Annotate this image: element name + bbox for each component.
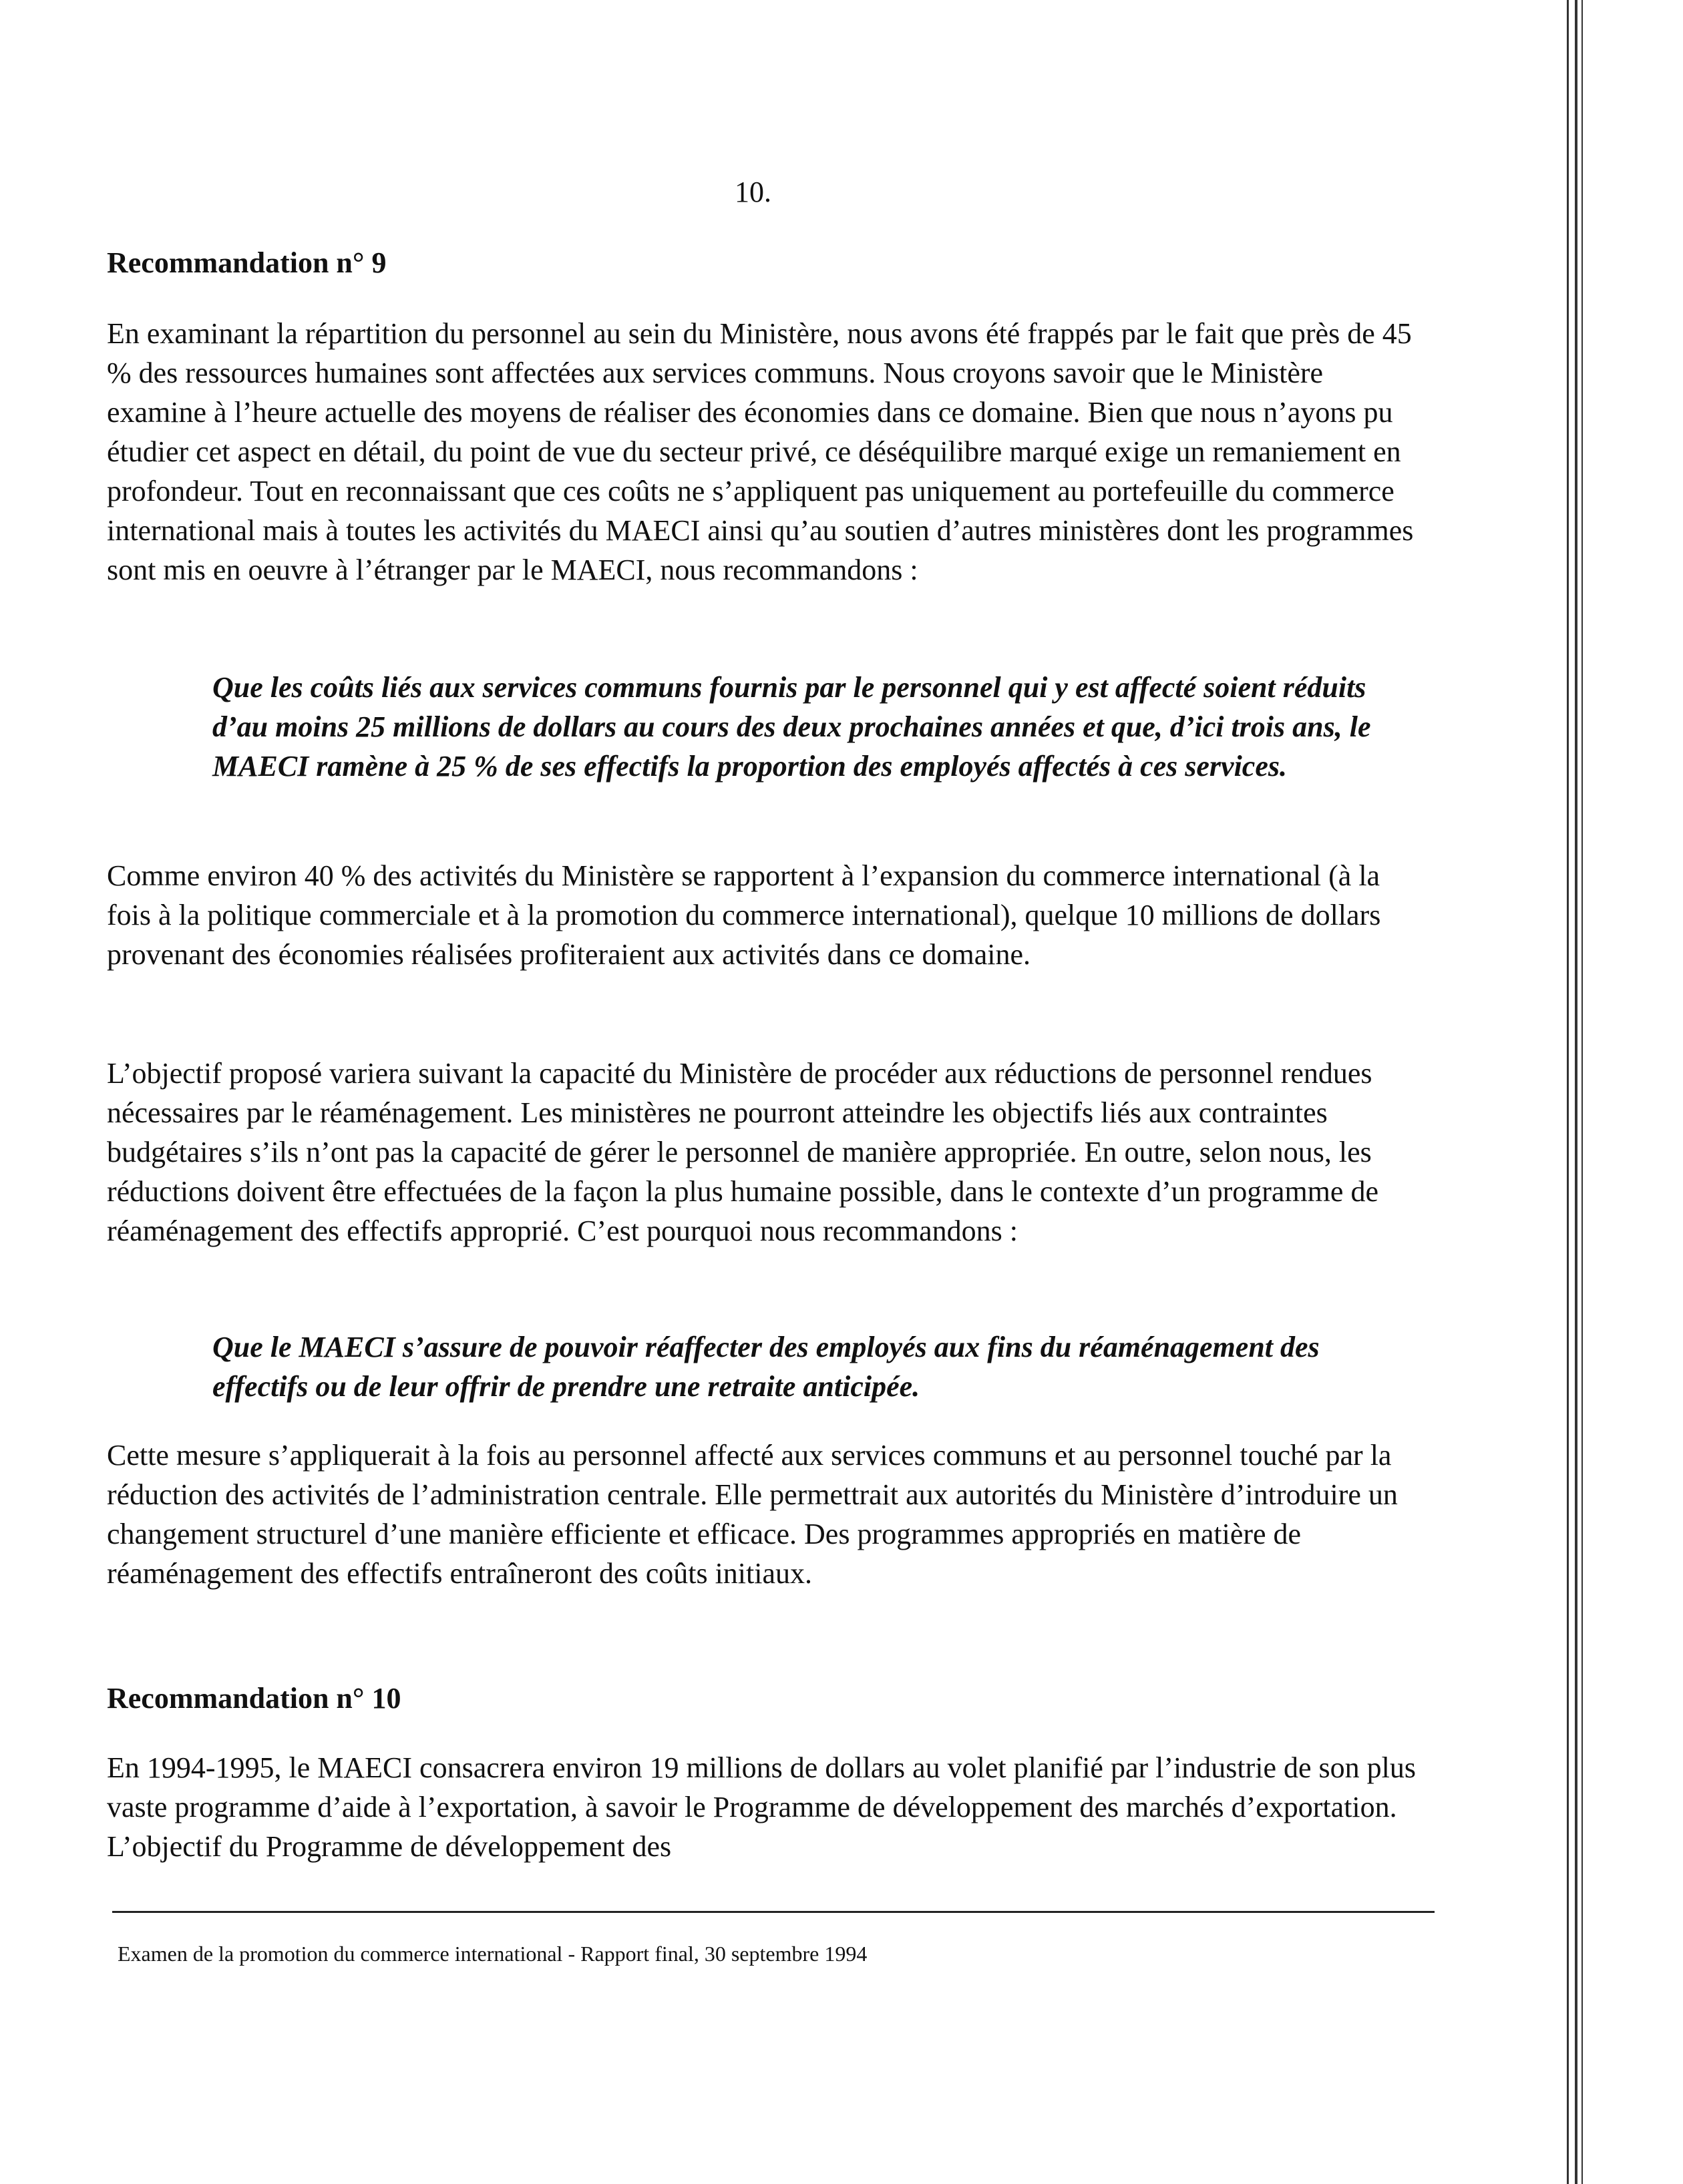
section-heading-recommendation-10: Recommandation n° 10	[107, 1682, 401, 1715]
footer-divider	[112, 1911, 1435, 1913]
paragraph: En 1994-1995, le MAECI consacrera environ 19 millions de dollars au volet planifié par l’industrie de son plus vaste programme d’aide à l’exportation, à savoir le Programme de développement des marchés d’exportation. L’objectif du Programme de développement des	[107, 1751, 1416, 1863]
recommendation-text: Que le MAECI s’assure de pouvoir réaffecter des employés aux fins du réaménagement des effectifs ou de leur offrir de prendre une retraite anticipée.	[212, 1331, 1320, 1403]
section-heading-recommendation-9: Recommandation n° 9	[107, 246, 387, 279]
page-number: 10.	[735, 176, 771, 208]
paragraph: Cette mesure s’appliquerait à la fois au personnel affecté aux services communs et au personnel touché par la réduction des activités de l’administration centrale. Elle permettrait aux autorités du Ministère d’introduire un changement structurel d’une manière efficiente et efficace. Des programmes appropriés en matière de réaménagement des effectifs entraîneront des coûts initiaux.	[107, 1439, 1398, 1590]
paragraph: En examinant la répartition du personnel au sein du Ministère, nous avons été frappés par le fait que près de 45 % des ressources humaines sont affectées aux services communs. Nous croyons savoir que le Ministère examine à l’heure actuelle des moyens de réaliser des économies dans ce domaine. Bien que nous n’ayons pu étudier cet aspect en détail, du point de vue du secteur privé, ce déséquilibre marqué exige un remaniement en profondeur. Tout en reconnaissant que ces coûts ne s’appliquent pas uniquement au portefeuille du commerce international mais à toutes les activités du MAECI ainsi qu’au soutien d’autres ministères dont les programmes sont mis en oeuvre à l’étranger par le MAECI, nous recommandons :	[107, 317, 1414, 586]
paragraph: L’objectif proposé variera suivant la capacité du Ministère de procéder aux réductions de personnel rendues nécessaires par le réaménagement. Les ministères ne pourront atteindre les objectifs liés aux contraintes budgétaires s’ils n’ont pas la capacité de gérer le personnel de manière appropriée. En outre, selon nous, les réductions doivent être effectuées de la façon la plus humaine possible, dans le contexte d’un programme de réaménagement des effectifs approprié. C’est pourquoi nous recommandons :	[107, 1057, 1378, 1247]
paragraph: Comme environ 40 % des activités du Ministère se rapportent à l’expansion du commerce international (à la fois à la politique commerciale et à la promotion du commerce international), quelque 10 millions de dollars provenant des économies réalisées profiteraient aux activités dans ce domaine.	[107, 859, 1381, 971]
footer-text: Examen de la promotion du commerce international - Rapport final, 30 septembre 1994	[118, 1942, 868, 1966]
page-binding-edge	[1567, 0, 1594, 2184]
recommendation-text: Que les coûts liés aux services communs fournis par le personnel qui y est affecté soient réduits d’au moins 25 millions de dollars au cours des deux prochaines années et que, d’ici trois ans, le MAECI ramène à 25 % de ses effectifs la proportion des employés affectés à ces services.	[212, 671, 1371, 783]
